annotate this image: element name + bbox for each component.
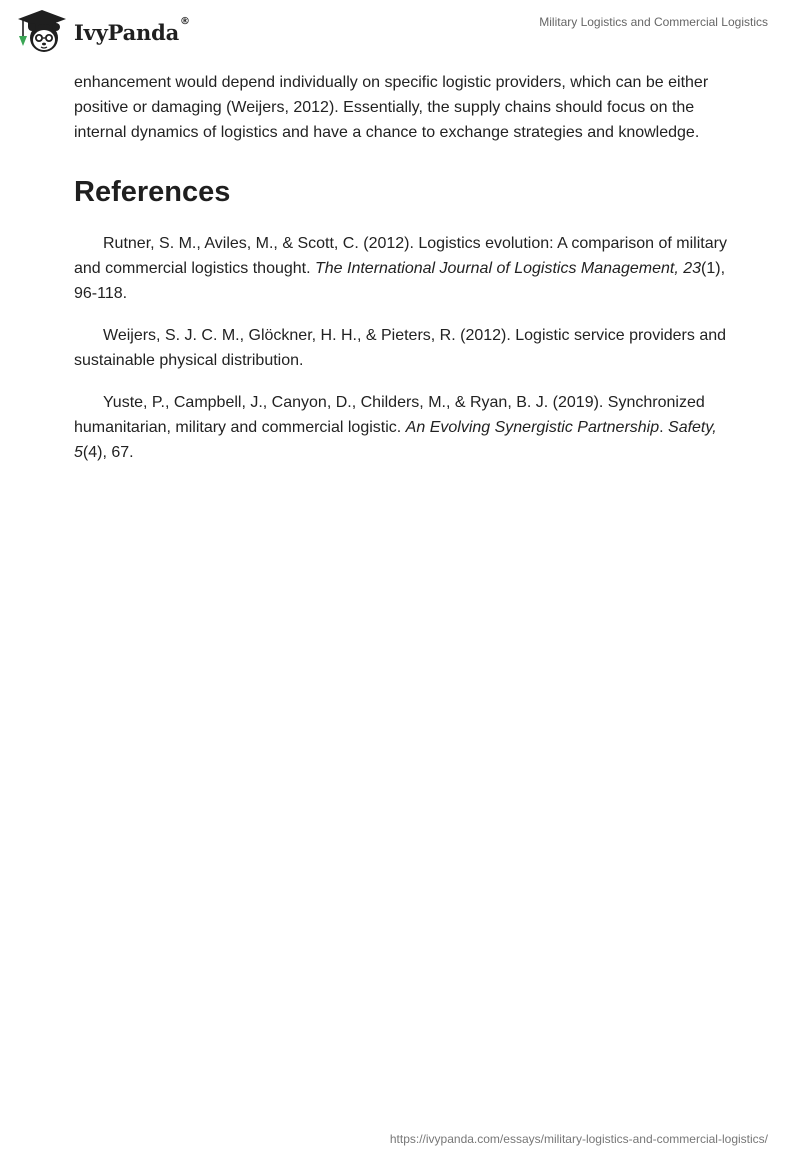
- references-heading: References: [74, 176, 231, 208]
- page-header: [0, 0, 800, 60]
- ivypanda-logo[interactable]: [14, 8, 190, 54]
- brand-name: IvyPanda®: [74, 15, 190, 45]
- registered-mark: ®: [180, 15, 190, 27]
- panda-graduate-icon: [14, 8, 70, 54]
- reference-item: Weijers, S. J. C. M., Glöckner, H. H., & Pieters, R. (2012). Logistic service providers and sustainable physical distribution.: [74, 327, 727, 369]
- document-body: [74, 70, 734, 482]
- reference-item: Rutner, S. M., Aviles, M., & Scott, C. (2012). Logistics evolution: A comparison of military and commercial logistics thought. The International Journal of Logistics Management, 23(1), 96-118.: [74, 235, 727, 302]
- source-url-link[interactable]: https://ivypanda.com/essays/military-logistics-and-commercial-logistics/: [389, 1132, 768, 1146]
- body-paragraph: enhancement would depend individually on specific logistic providers, which can be either positive or damaging (Weijers, 2012). Essentially, the supply chains should focus on the internal dynamics of logistics and have a chance to exchange strategies and knowledge.: [74, 74, 709, 141]
- document-title: Military Logistics and Commercial Logistics: [539, 15, 768, 29]
- reference-item: Yuste, P., Campbell, J., Canyon, D., Childers, M., & Ryan, B. J. (2019). Synchronized humanitarian, military and commercial logistic. An Evolving Synergistic Partnership. Safety, 5(4), 67.: [74, 394, 717, 461]
